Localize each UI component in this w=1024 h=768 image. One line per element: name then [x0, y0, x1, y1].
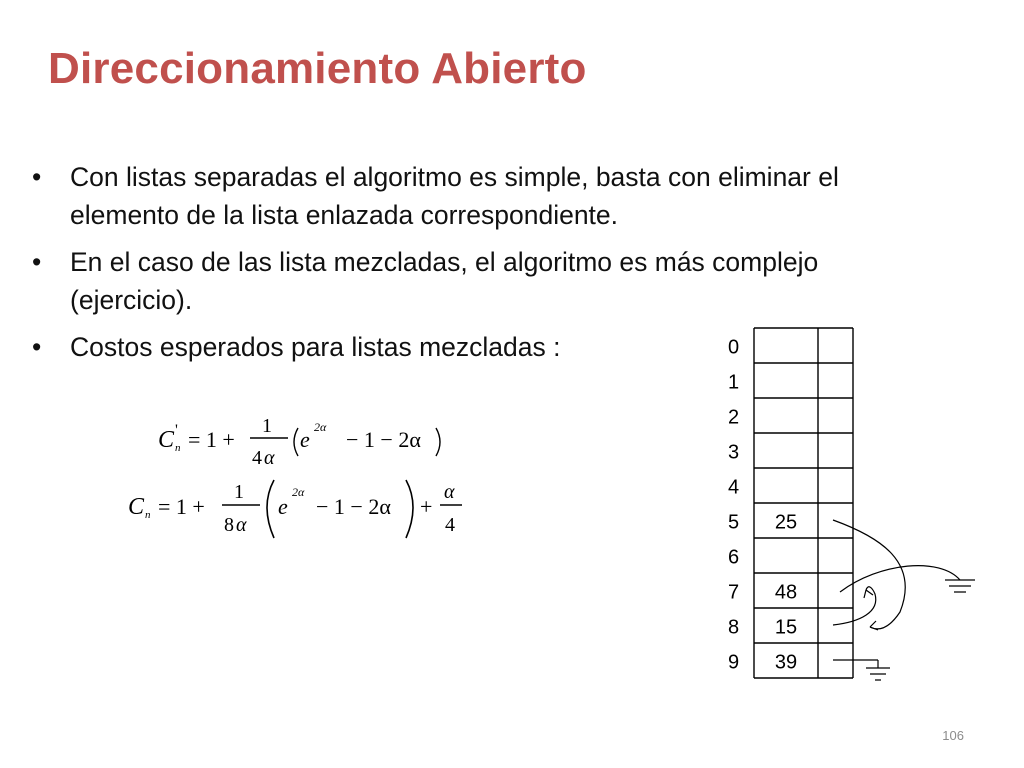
table-index-label: 0 — [728, 336, 740, 359]
formula2-num: 1 — [234, 481, 244, 503]
formula2-e: e — [278, 494, 288, 519]
formula2-rest: − 1 − 2α — [316, 494, 391, 519]
formula-successful — [158, 415, 440, 469]
bullet-text: En el caso de las lista mezcladas, el algoritmo es más complejo (ejercicio). — [70, 247, 819, 315]
formula1-den-alpha: α — [264, 447, 275, 469]
table-index-label: 1 — [728, 371, 740, 394]
bullet-icon: • — [32, 332, 42, 362]
hash-table-diagram — [720, 322, 990, 692]
formula2-den-8: 8 — [224, 514, 234, 536]
bullet-text: Costos esperados para listas mezcladas : — [70, 332, 561, 362]
formula1-prime: ' — [175, 422, 178, 439]
table-index-label: 4 — [728, 476, 740, 499]
ground-icon — [866, 660, 890, 680]
table-index-label: 5 — [728, 511, 740, 534]
table-index-label: 7 — [728, 581, 740, 604]
ground-icon — [945, 580, 975, 592]
table-index-label: 3 — [728, 441, 740, 464]
arrow-8-to-7-head — [864, 590, 873, 598]
bullet-icon: • — [32, 162, 42, 192]
bullet-item — [30, 243, 890, 319]
formula2-frac2-den: 4 — [445, 514, 455, 536]
bullet-icon: • — [32, 247, 42, 277]
formula-unsuccessful — [128, 480, 462, 538]
table-index-label: 8 — [728, 616, 740, 639]
hash-table-svg — [720, 322, 990, 692]
table-cell-value: 15 — [774, 616, 798, 639]
page-number: 106 — [942, 728, 964, 743]
bullet-text: Con listas separadas el algoritmo es simple, basta con eliminar el elemento de la lista enlazada correspondiente. — [70, 162, 839, 230]
formula2-frac2-num: α — [444, 481, 455, 503]
formula1-e: e — [300, 427, 310, 452]
formula1-eq: = 1 + — [188, 427, 235, 452]
arrow-7-to-ground — [840, 566, 960, 592]
formula1-den-4: 4 — [252, 447, 262, 469]
table-index-label: 6 — [728, 546, 740, 569]
table-index-label: 9 — [728, 651, 740, 674]
formula2-sub: n — [145, 509, 151, 521]
formula1-sub: n — [175, 442, 181, 454]
hash-table — [728, 328, 853, 678]
formula2-plus: + — [420, 494, 433, 519]
collision-chain-arrows — [833, 520, 975, 680]
formula1-num: 1 — [262, 415, 272, 437]
formula-svg — [120, 400, 480, 550]
formula2-close-paren — [406, 480, 413, 538]
slide-title: Direccionamiento Abierto — [48, 44, 587, 93]
table-cell-value: 48 — [774, 581, 798, 604]
formula2-C: C — [128, 494, 145, 520]
formula1-exp: 2α — [314, 420, 327, 434]
formula2-eq: = 1 + — [158, 494, 205, 519]
formula1-open-paren — [294, 428, 298, 456]
table-index-label: 2 — [728, 406, 740, 429]
table-cell-value: 39 — [774, 651, 798, 674]
formula1-close-paren — [436, 428, 440, 456]
bullet-item — [30, 158, 890, 234]
formula2-open-paren — [267, 480, 274, 538]
formula1-rest: − 1 − 2α — [346, 427, 421, 452]
formula2-exp: 2α — [292, 485, 305, 499]
formula2-den-alpha: α — [236, 514, 247, 536]
cost-formulas — [120, 400, 480, 550]
formula1-C: C — [158, 427, 175, 453]
table-cell-value: 25 — [774, 511, 798, 534]
